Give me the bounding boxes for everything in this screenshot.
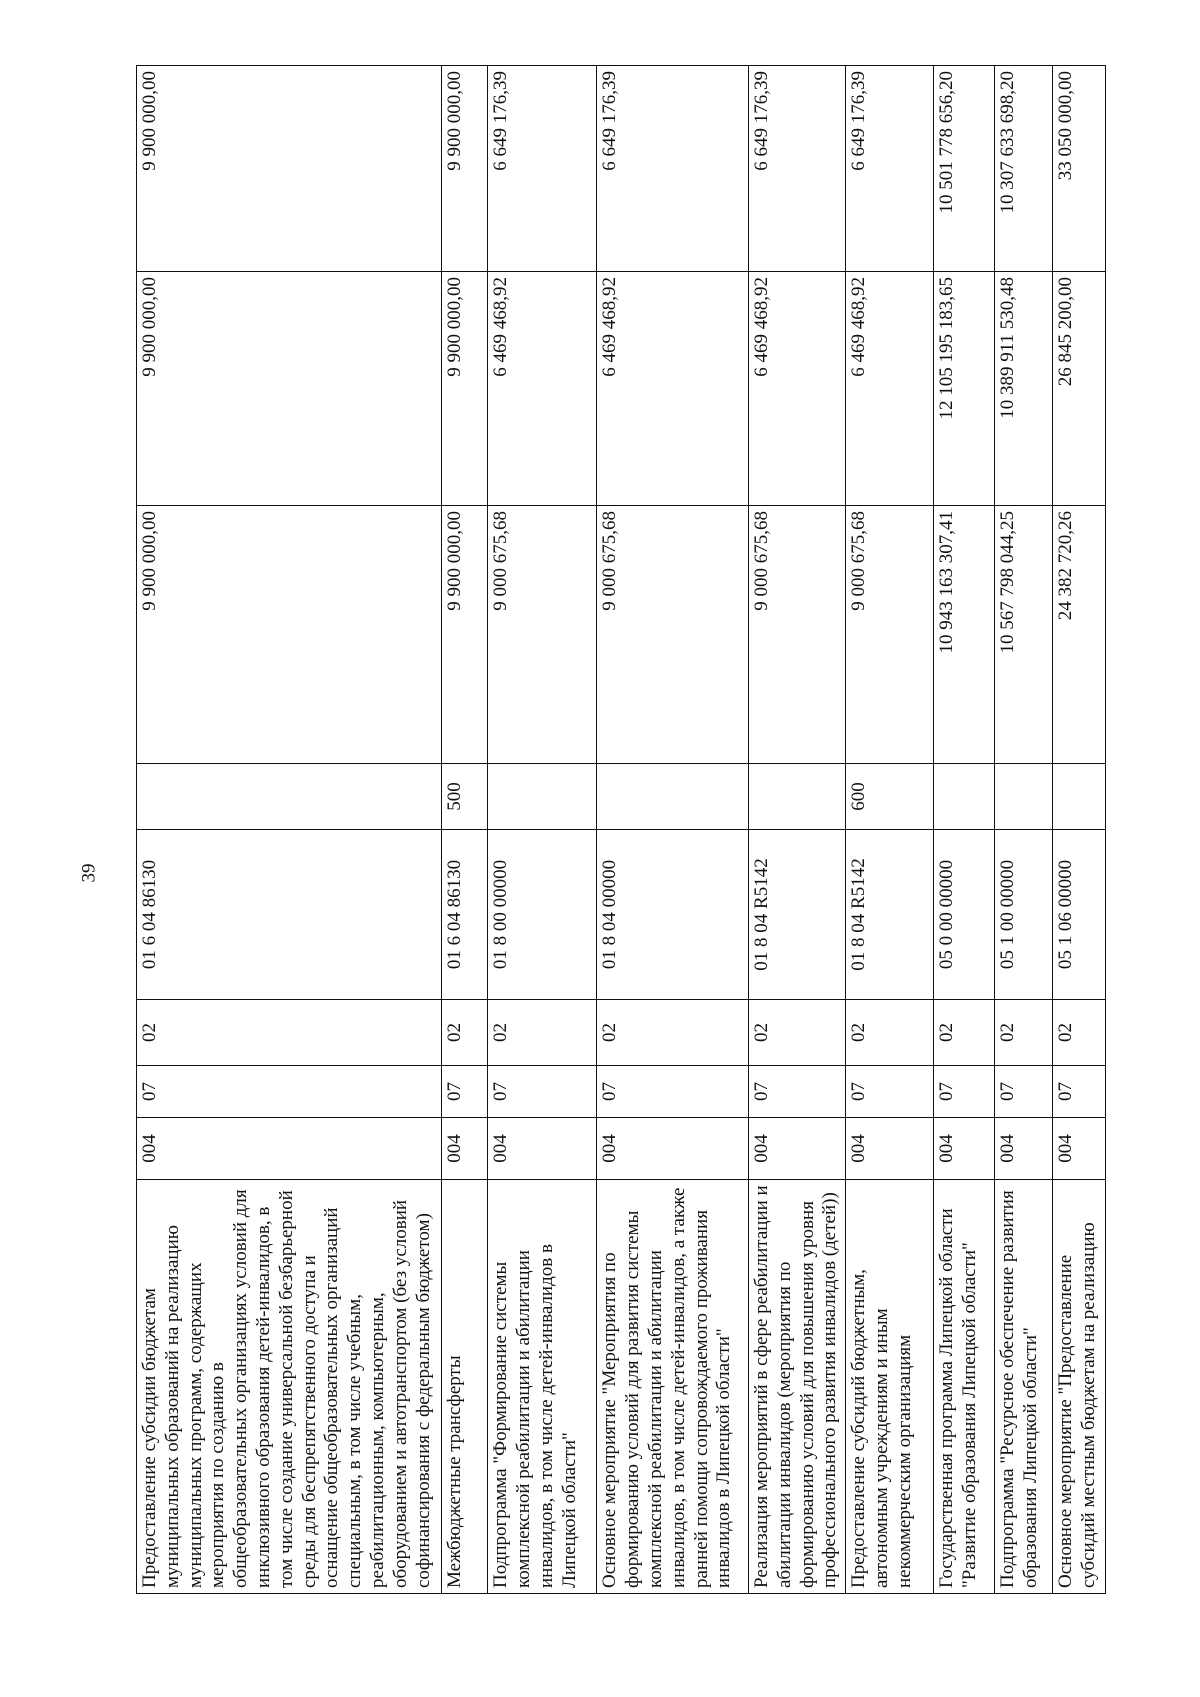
amount-year-2: 26 845 200,00: [1053, 272, 1106, 506]
section-code: 07: [934, 1066, 995, 1118]
target-article-code: 01 8 04 00000: [597, 830, 749, 1000]
section-code: 07: [488, 1066, 597, 1118]
section-code: 07: [994, 1066, 1053, 1118]
amount-year-2: 6 469 468,92: [846, 272, 934, 506]
table-row: [488, 66, 597, 1594]
row-name: Предоставление субсидии бюджетам муниципальных образований на реализацию муниципальных программ, содержащих мероприятия по созданию в общеобразовательных организациях условий для инклюзивного образования детей-инвалидов, в том числе создание универсальной безбарьерной среды для беспрепятственного доступа и оснащение общеобразовательных организаций специальным, в том числе учебным, реабилитационным, компьютерным, оборудованием и автотранспортом (без условий софинансирования с федеральным бюджетом): [137, 1180, 442, 1594]
grbs-code: 004: [1053, 1118, 1106, 1180]
amount-year-2: 6 469 468,92: [488, 272, 597, 506]
grbs-code: 004: [597, 1118, 749, 1180]
grbs-code: 004: [846, 1118, 934, 1180]
row-name: Основное мероприятие "Предоставление субсидий местным бюджетам на реализацию: [1053, 1180, 1106, 1594]
expense-type-code: [597, 764, 749, 830]
amount-year-2: 6 469 468,92: [748, 272, 845, 506]
target-article-code: 05 1 00 00000: [994, 830, 1053, 1000]
grbs-code: 004: [934, 1118, 995, 1180]
amount-year-1: 9 900 000,00: [137, 506, 442, 764]
row-name: Межбюджетные трансферты: [441, 1180, 488, 1594]
subsection-code: 02: [934, 1000, 995, 1066]
table-row: [441, 66, 488, 1594]
expense-type-code: [488, 764, 597, 830]
target-article-code: 01 8 00 00000: [488, 830, 597, 1000]
amount-year-2: 10 389 911 530,48: [994, 272, 1053, 506]
subsection-code: 02: [1053, 1000, 1106, 1066]
amount-year-2: 12 105 195 183,65: [934, 272, 995, 506]
subsection-code: 02: [994, 1000, 1053, 1066]
target-article-code: 01 6 04 86130: [137, 830, 442, 1000]
amount-year-3: 10 307 633 698,20: [994, 66, 1053, 272]
section-code: 07: [597, 1066, 749, 1118]
expense-type-code: 500: [441, 764, 488, 830]
table-row: [1053, 66, 1106, 1594]
amount-year-3: 6 649 176,39: [488, 66, 597, 272]
expense-type-code: [1053, 764, 1106, 830]
amount-year-3: 33 050 000,00: [1053, 66, 1106, 272]
amount-year-1: 9 000 675,68: [748, 506, 845, 764]
target-article-code: 05 0 00 00000: [934, 830, 995, 1000]
subsection-code: 02: [137, 1000, 442, 1066]
amount-year-3: 10 501 778 656,20: [934, 66, 995, 272]
row-name: Предоставление субсидий бюджетным, автономным учреждениям и иным некоммерческим организациям: [846, 1180, 934, 1594]
section-code: 07: [846, 1066, 934, 1118]
subsection-code: 02: [748, 1000, 845, 1066]
table-row: [137, 66, 442, 1594]
row-name: Государственная программа Липецкой области "Развитие образования Липецкой области": [934, 1180, 995, 1594]
amount-year-1: 9 000 675,68: [488, 506, 597, 764]
expense-type-code: [748, 764, 845, 830]
amount-year-1: 9 000 675,68: [597, 506, 749, 764]
grbs-code: 004: [137, 1118, 442, 1180]
rotated-table-container: [136, 66, 1106, 1594]
section-code: 07: [441, 1066, 488, 1118]
grbs-code: 004: [488, 1118, 597, 1180]
row-name: Подпрограмма "Формирование системы комплексной реабилитации и абилитации инвалидов, в том числе детей-инвалидов в Липецкой области": [488, 1180, 597, 1594]
row-name: Реализация мероприятий в сфере реабилитации и абилитации инвалидов (мероприятия по формированию условий для повышения уровня профессионального развития инвалидов (детей)): [748, 1180, 845, 1594]
subsection-code: 02: [597, 1000, 749, 1066]
amount-year-3: 9 900 000,00: [137, 66, 442, 272]
budget-table: [136, 65, 1106, 1594]
table-row: [748, 66, 845, 1594]
row-name: Основное мероприятие "Мероприятия по формированию условий для развития системы комплексной реабилитации и абилитации инвалидов, в том числе детей-инвалидов, а также ранней помощи сопровождаемого проживания инвалидов в Липецкой области": [597, 1180, 749, 1594]
amount-year-3: 9 900 000,00: [441, 66, 488, 272]
amount-year-2: 9 900 000,00: [137, 272, 442, 506]
table-row: [934, 66, 995, 1594]
table-row: [597, 66, 749, 1594]
amount-year-1: 10 567 798 044,25: [994, 506, 1053, 764]
expense-type-code: [994, 764, 1053, 830]
grbs-code: 004: [748, 1118, 845, 1180]
amount-year-2: 9 900 000,00: [441, 272, 488, 506]
amount-year-1: 9 000 675,68: [846, 506, 934, 764]
subsection-code: 02: [488, 1000, 597, 1066]
amount-year-1: 10 943 163 307,41: [934, 506, 995, 764]
section-code: 07: [1053, 1066, 1106, 1118]
table-row: [846, 66, 934, 1594]
subsection-code: 02: [441, 1000, 488, 1066]
page-number: 39: [78, 863, 100, 883]
amount-year-3: 6 649 176,39: [597, 66, 749, 272]
amount-year-3: 6 649 176,39: [748, 66, 845, 272]
expense-type-code: 600: [846, 764, 934, 830]
amount-year-1: 9 900 000,00: [441, 506, 488, 764]
section-code: 07: [137, 1066, 442, 1118]
amount-year-2: 6 469 468,92: [597, 272, 749, 506]
table-row: [994, 66, 1053, 1594]
subsection-code: 02: [846, 1000, 934, 1066]
amount-year-3: 6 649 176,39: [846, 66, 934, 272]
target-article-code: 01 8 04 R5142: [748, 830, 845, 1000]
amount-year-1: 24 382 720,26: [1053, 506, 1106, 764]
target-article-code: 05 1 06 00000: [1053, 830, 1106, 1000]
row-name: Подпрограмма "Ресурсное обеспечение развития образования Липецкой области": [994, 1180, 1053, 1594]
target-article-code: 01 8 04 R5142: [846, 830, 934, 1000]
grbs-code: 004: [994, 1118, 1053, 1180]
section-code: 07: [748, 1066, 845, 1118]
expense-type-code: [137, 764, 442, 830]
grbs-code: 004: [441, 1118, 488, 1180]
target-article-code: 01 6 04 86130: [441, 830, 488, 1000]
expense-type-code: [934, 764, 995, 830]
